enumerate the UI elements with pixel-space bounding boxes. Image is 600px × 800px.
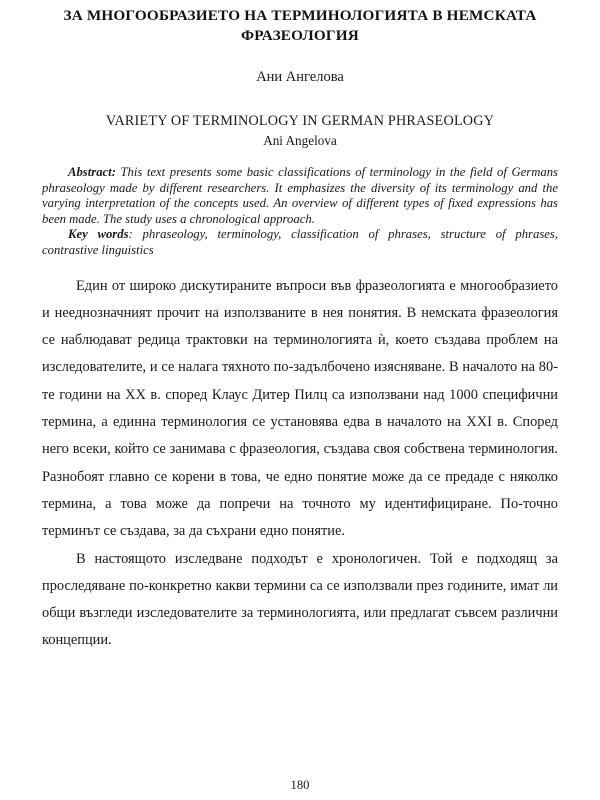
body-text bbox=[42, 273, 558, 655]
keywords-text: : phraseology, terminology, classification of phrases, structure of phrases, contrastive linguistics bbox=[42, 227, 558, 257]
abstract-label: Abstract: bbox=[68, 165, 116, 179]
page-number: 180 bbox=[290, 778, 310, 792]
keywords-paragraph bbox=[42, 227, 558, 258]
abstract-paragraph bbox=[42, 165, 558, 227]
body-paragraph-2: В настоящото изследване подходът е хронологичен. Той е подходящ за проследяване по-конкретно какви термини са се използвали през годините, имат ли общи възгледи изследователите за терминологията, или предлагат съвсем различни концепции. bbox=[42, 550, 558, 649]
author-english: Ani Angelova bbox=[263, 133, 337, 148]
author-bulgarian: Ани Ангелова bbox=[256, 69, 344, 85]
abstract-block bbox=[42, 165, 558, 259]
page-title-english: VARIETY OF TERMINOLOGY IN GERMAN PHRASEOLOGY bbox=[105, 113, 495, 129]
abstract-text: This text presents some basic classifications of terminology in the field of Germans phraseology made by different researchers. It emphasizes the diversity of its terminology and the varying interpretation of the concepts used. An overview of different types of fixed expressions has been made. The study uses a chronological approach. bbox=[42, 165, 558, 226]
body-paragraph-1: Един от широко дискутираните въпроси във фразеологията е многообразието и нееднозначният прочит на използваните в нея понятия. В немската фразеология се наблюдават редица трактовки на терминологията ѝ, което създава проблем на изследователите, и се налага тяхното по-задълбочено изясняване. В началото на 80-те години на XX в. според Клаус Дитер Пилц са използвани над 1000 специфични термина, а единна терминология се установява едва в началото на XXI в. Според него всеки, който се занимава с фразеология, създава своя собствена терминология. Разнобоят главно се корени в това, че едно понятие може да се предаде с няколко термина, а това може да попречи на точното му идентифициране. По-точно терминът се създава, за да съхрани едно понятие. bbox=[42, 277, 558, 540]
page-content bbox=[42, 6, 558, 655]
page-title-bulgarian: ЗА МНОГООБРАЗИЕТО НА ТЕРМИНОЛОГИЯТА В НЕМСКАТА ФРАЗЕОЛОГИЯ bbox=[63, 7, 537, 44]
keywords-label: Key words bbox=[68, 227, 129, 242]
